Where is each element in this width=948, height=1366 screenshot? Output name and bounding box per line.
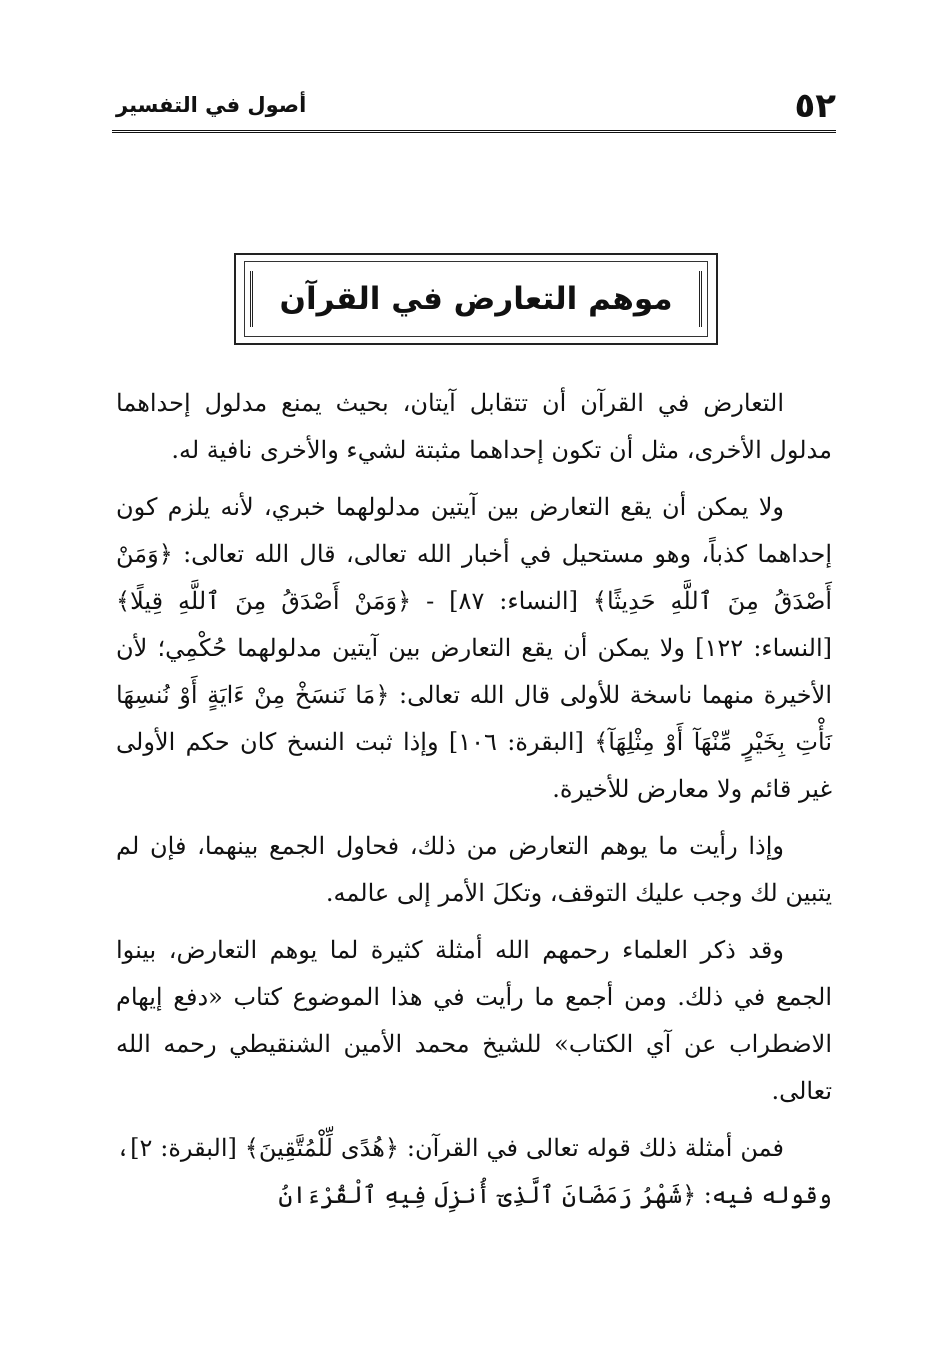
chapter-title: موهم التعارض في القرآن xyxy=(279,281,673,317)
paragraph-examples: فمن أمثلة ذلك قوله تعالى في القرآن: ﴿هُدًى لِّلْمُتَّقِينَ﴾ [البقرة: ٢]، وقوله فيه: ﴿شَهْرُ رَمَضَانَ ٱلَّذِىٓ أُنزِلَ فِيهِ ٱلْقُرْءَانُ xyxy=(116,1134,832,1209)
paragraph-definition: التعارض في القرآن أن تتقابل آيتان، بحيث يمنع مدلول إحداهما مدلول الأخرى، مثل أن تكون إحداهما مثبتة لشيء والأخرى نافية له. xyxy=(116,389,832,464)
book-title: أصول في التفسير xyxy=(116,93,307,117)
running-header xyxy=(112,86,836,126)
header-rule xyxy=(112,130,836,133)
paragraph-reconciliation: وإذا رأيت ما يوهم التعارض من ذلك، فحاول الجمع بينهما، فإن لم يتبين لك وجب عليك التوقف، وتكلَ الأمر إلى عالمه. xyxy=(116,832,832,907)
paragraph-impossibility: ولا يمكن أن يقع التعارض بين آيتين مدلولهما خبري، لأنه يلزم كون إحداهما كذباً، وهو مستحيل في أخبار الله تعالى، قال الله تعالى: ﴿وَمَنْ أَصْدَقُ مِنَ ٱللَّهِ حَدِيثًا﴾ [النساء: ٨٧] - ﴿وَمَنْ أَصْدَقُ مِنَ ٱللَّهِ قِيلًا﴾ [النساء: ١٢٢] ولا يمكن أن يقع التعارض بين آيتين مدلولهما حُكْمِي؛ لأن الأخيرة منهما ناسخة للأولى قال الله تعالى: ﴿مَا نَنسَخْ مِنْ ءَايَةٍ أَوْ نُنسِهَا نَأْتِ بِخَيْرٍ مِّنْهَآ أَوْ مِثْلِهَآ﴾ [البقرة: ١٠٦] وإذا ثبت النسخ كان حكم الأولى غير قائم ولا معارض للأخيرة. xyxy=(116,493,833,803)
page-number: ٥٢ xyxy=(794,86,836,126)
chapter-heading-frame xyxy=(234,253,718,345)
paragraph-scholars: وقد ذكر العلماء رحمهم الله أمثلة كثيرة لما يوهم التعارض، بينوا الجمع في ذلك. ومن أجمع ما رأيت في هذا الموضوع كتاب «دفع إيهام الاضطراب عن آي الكتاب» للشيخ محمد الأمين الشنقيطي رحمه الله تعالى. xyxy=(116,936,832,1105)
body-text xyxy=(116,380,832,1229)
